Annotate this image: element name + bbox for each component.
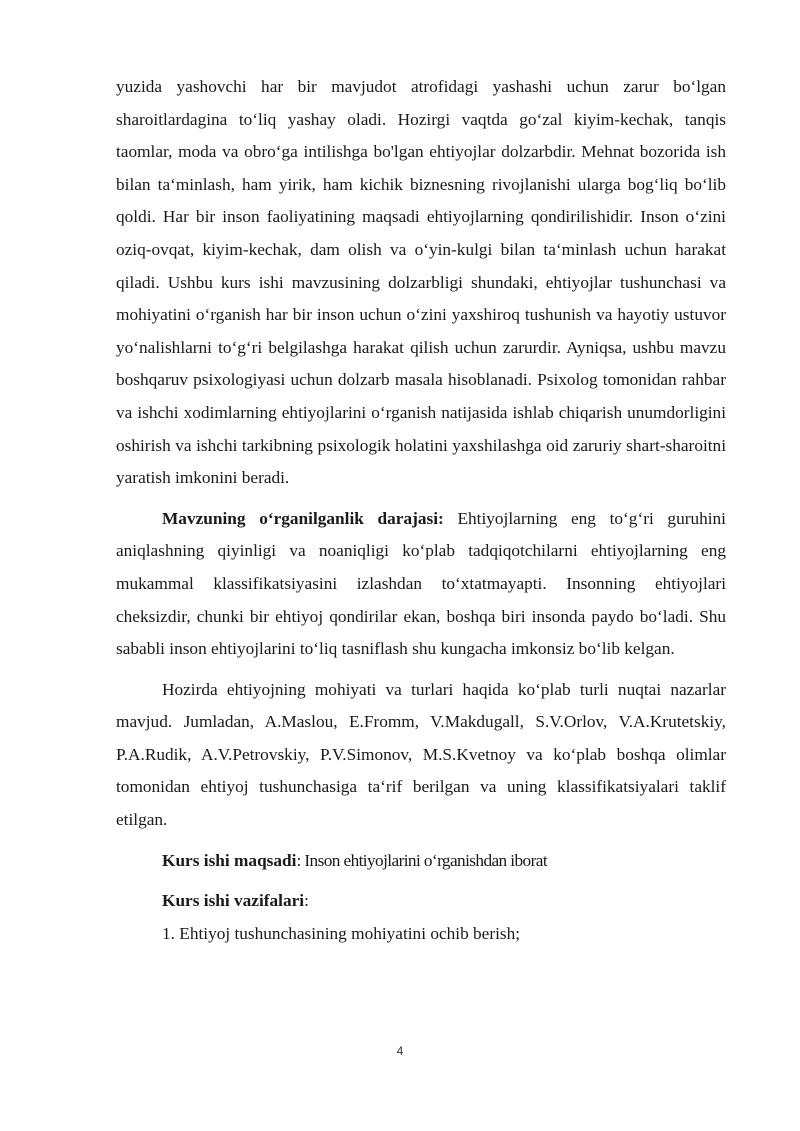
page-number: 4 [396,1044,404,1058]
paragraph-intro: yuzida yashovchi har bir mavjudot atrofidagi yashashi uchun zarur boʻlgan sharoitlardagina toʻliq yashay oladi. Hozirgi vaqtda goʻzal kiyim-kechak, tanqis taomlar, moda va obroʻga intilishga bo'lgan ehtiyojlar dolzarbdir. Mehnat bozorida ish bilan taʻminlash, ham yirik, ham kichik biznesning rivojlanishi ularga bogʻliq boʻlib qoldi. Har bir inson faoliyatining maqsadi ehtiyojlarning qondirilishidir. Inson oʻzini oziq-ovqat, kiyim-kechak, dam olish va oʻyin-kulgi bilan taʻminlash uchun harakat qiladi. Ushbu kurs ishi mavzusining dolzarbligi shundaki, ehtiyojlar tushunchasi va mohiyatini oʻrganish har bir inson uchun oʻzini yaxshiroq tushunish va hayotiy ustuvor yoʻnalishlarni toʻgʻri belgilashga harakat qilish uchun zarurdir. Ayniqsa, ushbu mavzu boshqaruv psixologiyasi uchun dolzarb masala hisoblanadi. Psixolog tomonidan rahbar va ishchi xodimlarning ehtiyojlarini oʻrganish natijasida ishlab chiqarish unumdorligini oshirish va ishchi tarkibning psixologik holatini yaxshilashga oid zaruriy shart-sharoitni yaratish imkonini beradi. [116,77,726,488]
list-item: 1. Ehtiyoj tushunchasining mohiyatini ochib berish; [162,923,521,943]
paragraph-course-tasks [116,885,726,918]
heading-course-goal: Kurs ishi maqsadi [162,850,297,870]
heading-research-degree: Mavzuning oʻrganilganlik darajasi: [162,508,444,528]
heading-course-tasks: Kurs ishi vazifalari [162,891,305,911]
course-tasks-colon: : [304,891,309,911]
paragraph-research-degree [116,503,726,666]
paragraph-viewpoints: Hozirda ehtiyojning mohiyati va turlari haqida koʻplab turli nuqtai nazarlar mavjud. Jumladan, A.Maslou, E.Fromm, V.Makdugall, S.V.Orlov, V.A.Krutetskiy, P.A.Rudik, A.V.Petrovskiy, P.V.Simonov, M.S.Kvetnoy va koʻplab boshqa olimlar tomonidan ehtiyoj tushunchasiga taʻrif berilgan va uning klassifikatsiyalari taklif etilgan. [116,679,726,830]
paragraph-research-degree-text: Ehtiyojlarning eng toʻgʻri guruhini aniqlashning qiyinligi va noaniqligi koʻplab tadqiqotchilarni ehtiyojlarning eng mukammal klassifikatsiyasini izlashdan toʻxtatmayapti. Insonning ehtiyojlari cheksizdir, chunki bir ehtiyoj qondirilar ekan, boshqa biri insonda paydo boʻladi. Shu sababli inson ehtiyojlarini toʻliq tasniflash shu kungacha imkonsiz boʻlib kelgan. [116,508,726,659]
document-page [116,71,726,950]
course-goal-text: : Inson ehtiyojlarini oʻrganishdan iborat [296,850,548,870]
paragraph-course-goal [116,845,726,878]
